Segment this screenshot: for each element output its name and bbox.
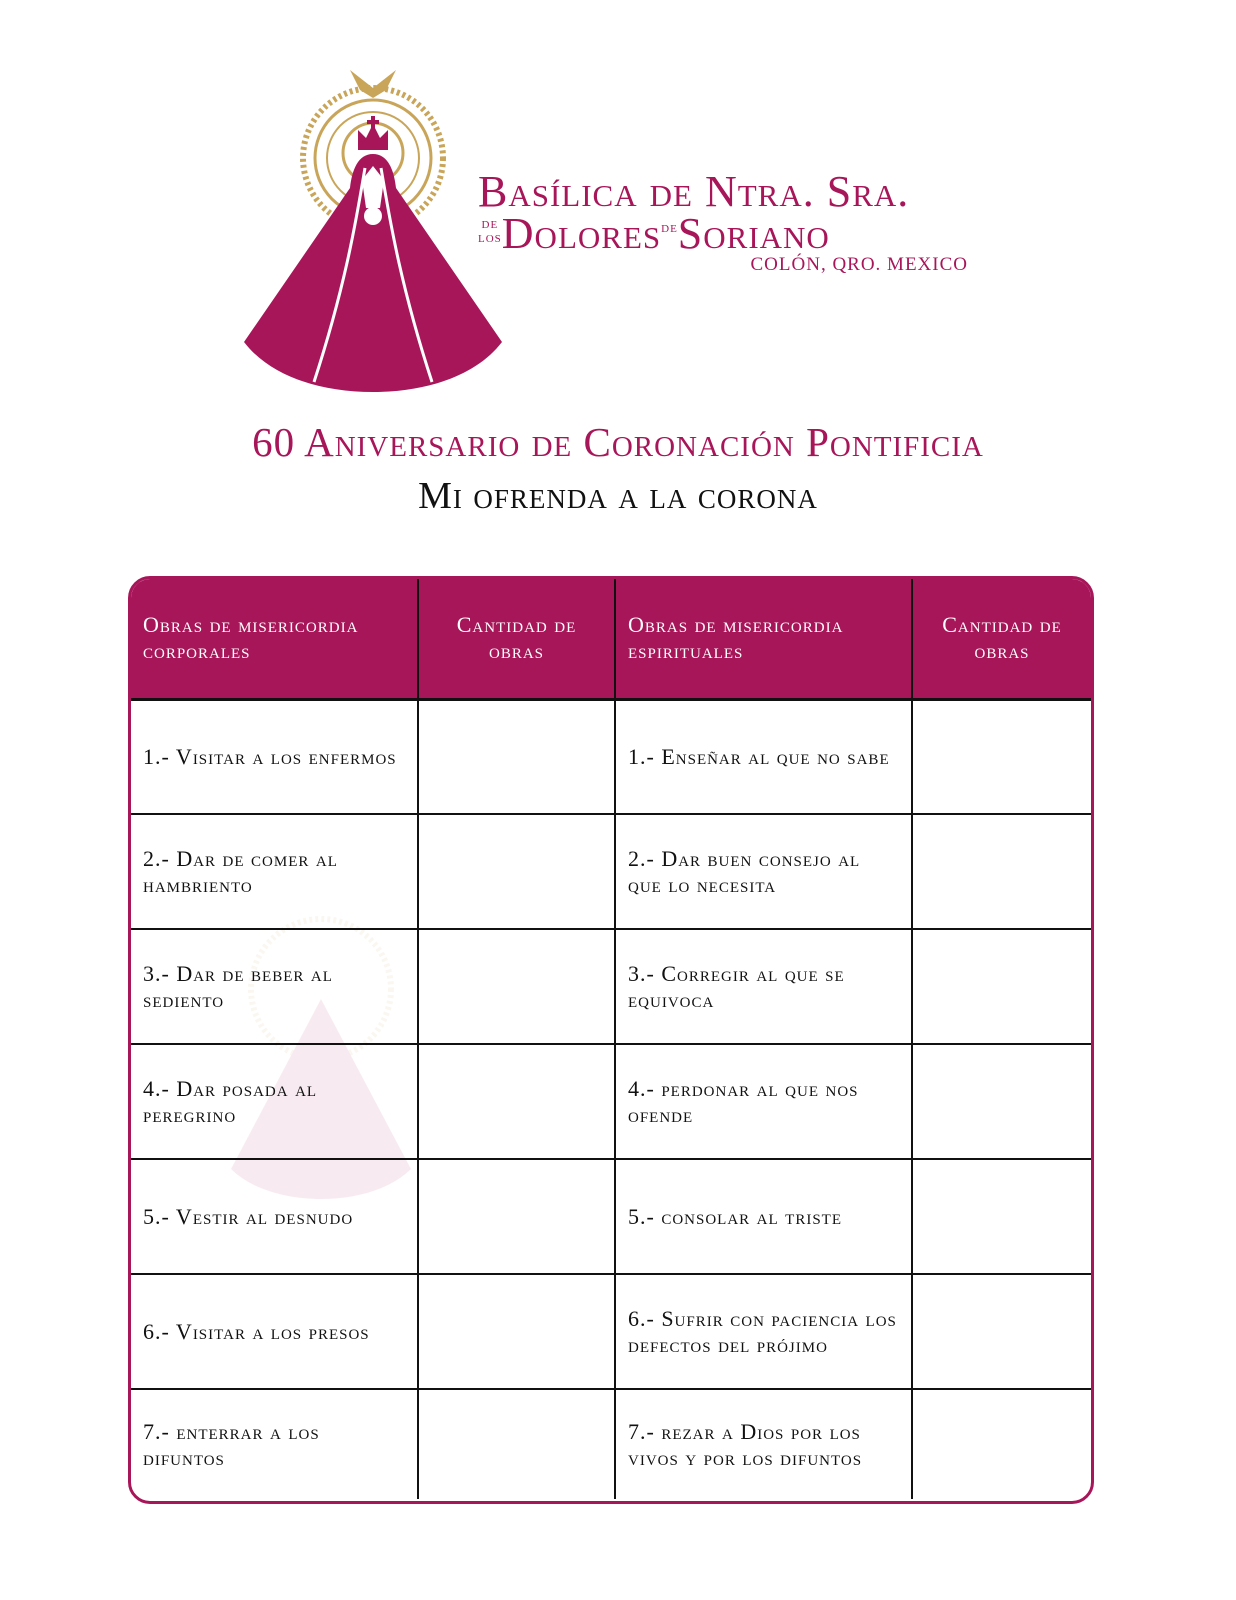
table-row xyxy=(131,699,1091,814)
logo-word-dolores: Dolores xyxy=(501,209,662,258)
header-espirituales: Obras de misericordia espirituales xyxy=(615,579,912,699)
cell-espiritual: 6.- Sufrir con paciencia los defectos del prójimo xyxy=(615,1274,912,1389)
logo-word-soriano: Soriano xyxy=(677,209,830,258)
virgin-logo-icon xyxy=(240,58,510,408)
cell-espiritual: 7.- rezar a Dios por los vivos y por los difuntos xyxy=(615,1389,912,1499)
cell-corporal: 7.- enterrar a los difuntos xyxy=(131,1389,418,1499)
logo-word-de: de xyxy=(661,220,678,236)
logo-prefix-top: de xyxy=(481,216,499,232)
cell-corporal: 6.- Visitar a los presos xyxy=(131,1274,418,1389)
table-row xyxy=(131,929,1091,1044)
header-cantidad-2: Cantidad de obras xyxy=(912,579,1091,699)
table-row xyxy=(131,814,1091,929)
cell-cantidad-corporal[interactable] xyxy=(418,1274,615,1389)
table-row xyxy=(131,1389,1091,1499)
header-cantidad-1: Cantidad de obras xyxy=(418,579,615,699)
cell-espiritual: 1.- Enseñar al que no sabe xyxy=(615,699,912,814)
logo-prefix-stack xyxy=(478,217,502,245)
logo-wordmark xyxy=(478,166,998,286)
cell-cantidad-espiritual[interactable] xyxy=(912,1389,1091,1499)
cell-cantidad-espiritual[interactable] xyxy=(912,699,1091,814)
logo-line1: Basílica de Ntra. Sra. xyxy=(478,167,910,216)
table-row xyxy=(131,1274,1091,1389)
table-row xyxy=(131,1044,1091,1159)
works-table xyxy=(131,579,1091,1499)
cell-cantidad-corporal[interactable] xyxy=(418,699,615,814)
table-header-row xyxy=(131,579,1091,699)
cell-cantidad-corporal[interactable] xyxy=(418,814,615,929)
cell-espiritual: 4.- perdonar al que nos ofende xyxy=(615,1044,912,1159)
logo-prefix-bottom: los xyxy=(478,230,502,246)
cell-espiritual: 3.- Corregir al que se equivoca xyxy=(615,929,912,1044)
cell-espiritual: 5.- consolar al triste xyxy=(615,1159,912,1274)
cell-cantidad-espiritual[interactable] xyxy=(912,1159,1091,1274)
cell-cantidad-corporal[interactable] xyxy=(418,1159,615,1274)
header-corporales: Obras de misericordia corporales xyxy=(131,579,418,699)
cell-cantidad-corporal[interactable] xyxy=(418,929,615,1044)
cell-corporal: 3.- Dar de beber al sediento xyxy=(131,929,418,1044)
cell-cantidad-espiritual[interactable] xyxy=(912,1274,1091,1389)
dove-icon xyxy=(350,70,396,98)
logo-location: COLÓN, QRO. MEXICO xyxy=(750,254,968,275)
page-subtitle: Mi ofrenda a la corona xyxy=(418,475,818,517)
cell-corporal: 5.- Vestir al desnudo xyxy=(131,1159,418,1274)
cell-cantidad-espiritual[interactable] xyxy=(912,929,1091,1044)
cell-corporal: 2.- Dar de comer al hambriento xyxy=(131,814,418,929)
cell-cantidad-corporal[interactable] xyxy=(418,1389,615,1499)
cell-cantidad-corporal[interactable] xyxy=(418,1044,615,1159)
cell-corporal: 4.- Dar posada al peregrino xyxy=(131,1044,418,1159)
cell-espiritual: 2.- Dar buen consejo al que lo necesita xyxy=(615,814,912,929)
cell-corporal: 1.- Visitar a los enfermos xyxy=(131,699,418,814)
cell-cantidad-espiritual[interactable] xyxy=(912,1044,1091,1159)
page-title: 60 Aniversario de Coronación Pontificia xyxy=(252,419,984,465)
table-row xyxy=(131,1159,1091,1274)
cell-cantidad-espiritual[interactable] xyxy=(912,814,1091,929)
offering-table xyxy=(128,576,1094,1504)
logo-line2 xyxy=(478,208,830,259)
